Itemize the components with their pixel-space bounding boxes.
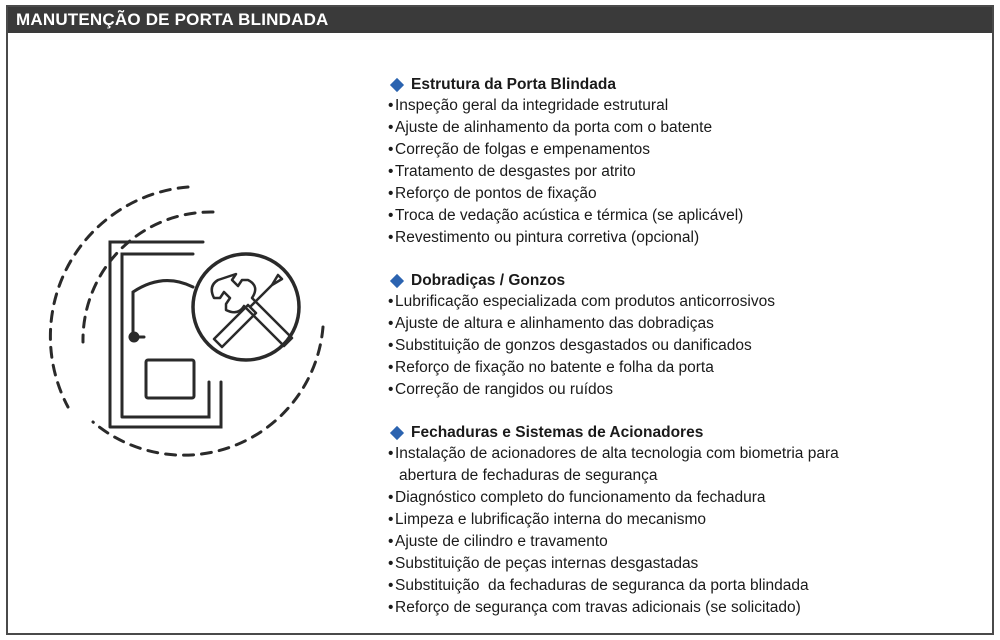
door-arch (133, 281, 193, 337)
diamond-bullet-icon (390, 77, 404, 91)
door-knob (130, 333, 138, 341)
page-title: MANUTENÇÃO DE PORTA BLINDADA (8, 7, 992, 33)
list-item: • Tratamento de desgastes por atrito (388, 163, 636, 180)
section-title: Estrutura da Porta Blindada (411, 76, 616, 93)
list-item: • Substituição de peças internas desgastadas (388, 555, 699, 572)
door-with-tools-icon (38, 177, 338, 477)
list-item: • Reforço de fixação no batente e folha da porta (388, 359, 714, 376)
section-locks (388, 422, 988, 619)
list-item: • Inspeção geral da integridade estrutural (388, 97, 669, 114)
service-list (388, 74, 988, 640)
list-item: • Limpeza e lubrificação interna do mecanismo (388, 511, 707, 528)
list-item: • Ajuste de alinhamento da porta com o batente (388, 119, 713, 136)
list-item: • Reforço de pontos de fixação (388, 185, 597, 202)
list-item: • Ajuste de altura e alinhamento das dobradiças (388, 315, 714, 332)
list-item: • Substituição de gonzos desgastados ou danificados (388, 337, 752, 354)
door-lower-panel (146, 360, 194, 398)
list-item-continuation: abertura de fechaduras de segurança (399, 467, 658, 484)
list-item: • Diagnóstico completo do funcionamento da fechadura (388, 489, 766, 506)
list-item: • Reforço de segurança com travas adicionais (se solicitado) (388, 599, 801, 616)
list-item: • Correção de folgas e empenamentos (388, 141, 651, 158)
card (6, 5, 994, 635)
list-item: • Lubrificação especializada com produtos anticorrosivos (388, 293, 775, 310)
section-title: Fechaduras e Sistemas de Acionadores (411, 424, 704, 441)
list-item: • Correção de rangidos ou ruídos (388, 381, 613, 398)
list-item: • Troca de vedação acústica e térmica (se aplicável) (388, 207, 744, 224)
list-item: • Instalação de acionadores de alta tecnologia com biometria para (388, 445, 839, 462)
section-title: Dobradiças / Gonzos (411, 272, 566, 289)
list-item: • Ajuste de cilindro e travamento (388, 533, 608, 550)
list-item: • Substituição da fechaduras de seguranca da porta blindada (388, 577, 809, 594)
list-item: • Revestimento ou pintura corretiva (opcional) (388, 229, 700, 246)
section-hinges (388, 270, 988, 401)
diamond-bullet-icon (390, 425, 404, 439)
diamond-bullet-icon (390, 273, 404, 287)
section-structure (388, 74, 988, 249)
